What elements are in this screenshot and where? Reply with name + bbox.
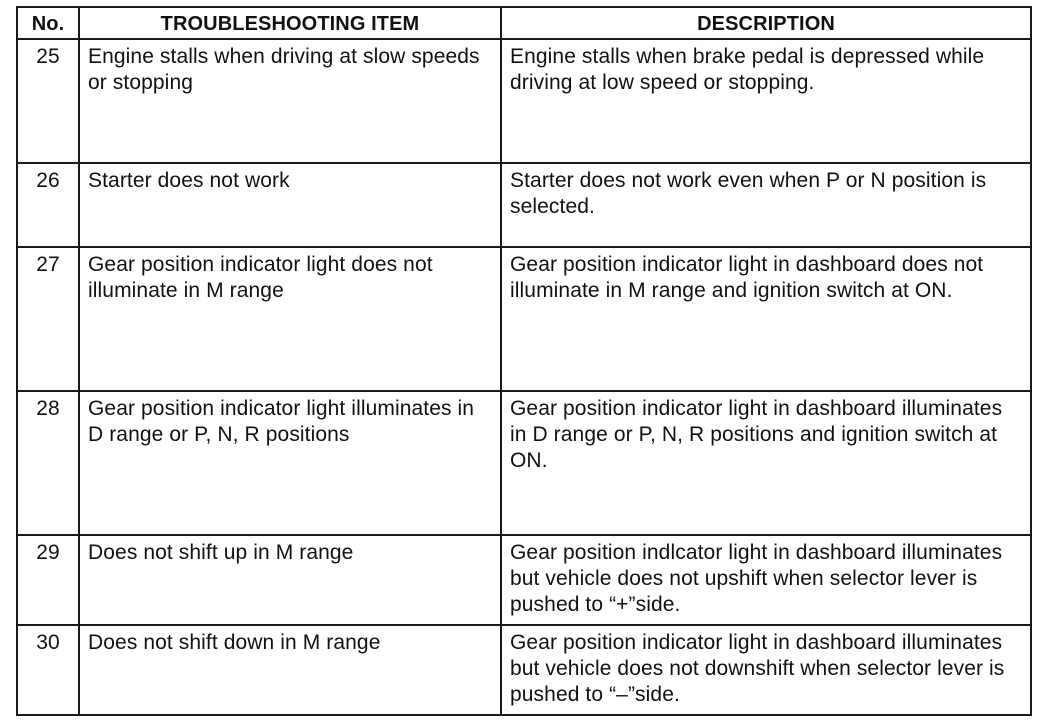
row-number: 26 — [17, 163, 79, 247]
description-cell: Gear position indicator light in dashboard illuminates in D range or P, N, R positions and ignition switch at ON. — [501, 391, 1031, 535]
row-number: 30 — [17, 625, 79, 715]
row-number: 25 — [17, 39, 79, 163]
description-cell: Gear position indicator light in dashboard illuminates but vehicle does not downshift when selector lever is pushed to “–”side. — [501, 625, 1031, 715]
troubleshooting-item-cell: Gear position indicator light does not illuminate in M range — [79, 247, 501, 391]
troubleshooting-item-cell: Does not shift down in M range — [79, 625, 501, 715]
row-number: 28 — [17, 391, 79, 535]
row-number: 29 — [17, 535, 79, 625]
troubleshooting-item-cell: Starter does not work — [79, 163, 501, 247]
troubleshooting-item-cell: Does not shift up in M range — [79, 535, 501, 625]
table-row — [17, 163, 1031, 247]
row-number: 27 — [17, 247, 79, 391]
troubleshooting-item-cell: Engine stalls when driving at slow speeds or stopping — [79, 39, 501, 163]
table-header-row — [17, 7, 1031, 39]
description-cell: Engine stalls when brake pedal is depressed while driving at low speed or stopping. — [501, 39, 1031, 163]
header-no: No. — [17, 7, 79, 39]
description-cell: Gear position indicator light in dashboard does not illuminate in M range and ignition switch at ON. — [501, 247, 1031, 391]
table-row — [17, 535, 1031, 625]
troubleshooting-item-cell: Gear position indicator light illuminates in D range or P, N, R positions — [79, 391, 501, 535]
header-troubleshooting-item: TROUBLESHOOTING ITEM — [79, 7, 501, 39]
table-row — [17, 391, 1031, 535]
table-row — [17, 39, 1031, 163]
table-row — [17, 247, 1031, 391]
header-description: DESCRIPTION — [501, 7, 1031, 39]
table-row — [17, 625, 1031, 715]
troubleshooting-table — [16, 6, 1032, 716]
description-cell: Gear position indlcator light in dashboard illuminates but vehicle does not upshift when selector lever is pushed to “+”side. — [501, 535, 1031, 625]
description-cell: Starter does not work even when P or N position is selected. — [501, 163, 1031, 247]
